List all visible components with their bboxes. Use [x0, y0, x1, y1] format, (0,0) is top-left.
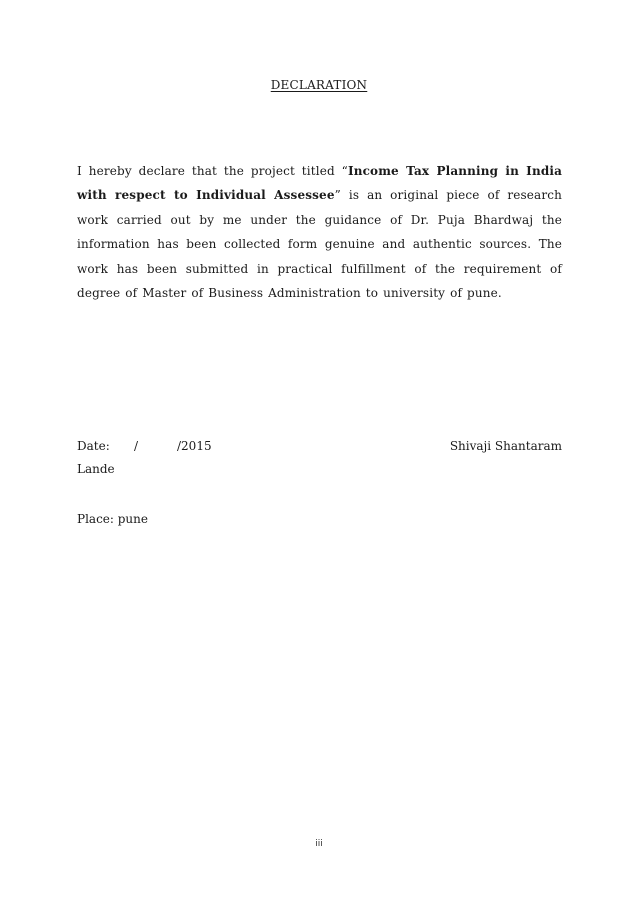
date-label: Date: — [77, 439, 110, 453]
declaration-heading — [0, 78, 638, 92]
page-number: iii — [315, 839, 323, 849]
signatory-name: Shivaji Shantaram — [449, 439, 562, 453]
declaration-paragraph — [77, 159, 562, 305]
paragraph-rest: ” is an original piece of research work carried out by me under the guidance of Dr. Puja Bhardwaj the information has been collected form genuine and authentic sources. The work has been submitted in practical fulfillment of the requirement of degree of Master of Business Administration to university of pune. — [77, 188, 562, 301]
signatory-name-continued: Lande — [77, 462, 115, 476]
paragraph-lead: I hereby declare that the project titled “ — [77, 164, 348, 178]
date-slash: / — [134, 439, 139, 453]
declaration-title: DECLARATION — [270, 78, 368, 92]
place-line: Place: pune — [77, 512, 148, 526]
date-year: /2015 — [177, 439, 212, 453]
project-title: Income Tax Planning in India with respect to Individual Assessee — [77, 164, 562, 203]
date-signature-row — [77, 439, 562, 455]
